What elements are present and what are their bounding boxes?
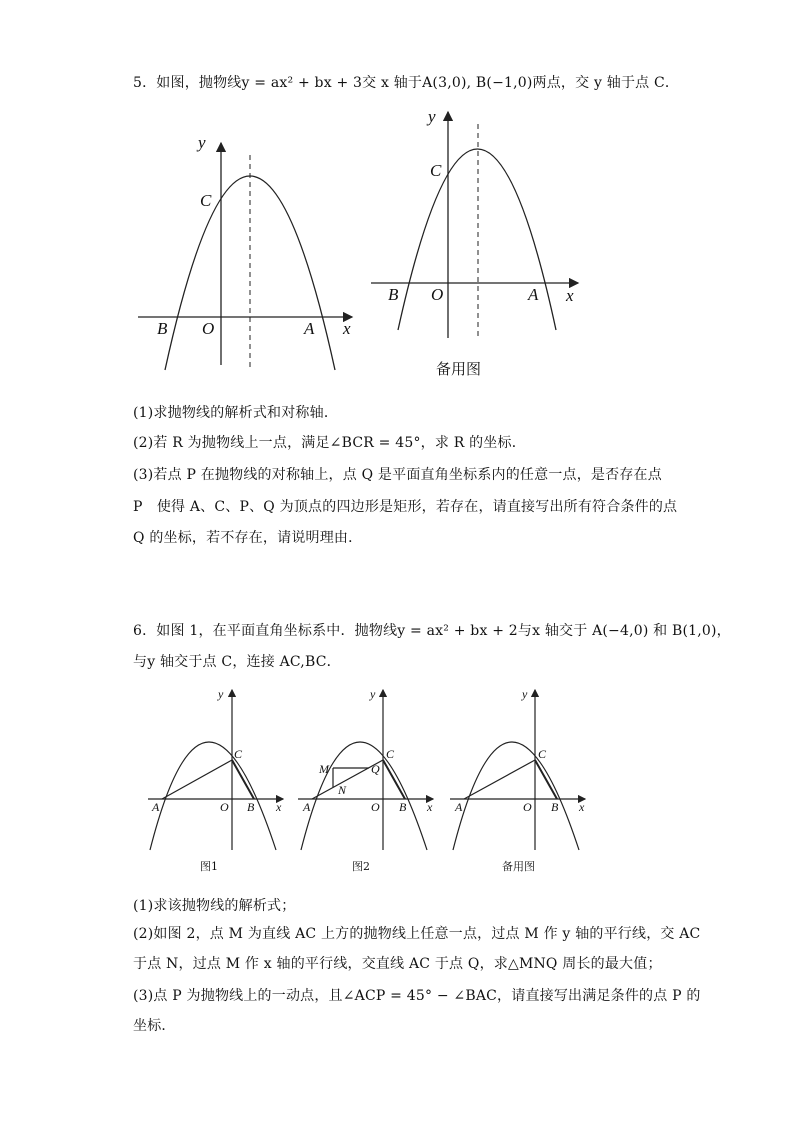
q5-main-label-C: C [200,191,212,210]
q6-part1: (1)求该抛物线的解析式； [133,898,296,914]
q6-fig2-label-O: O [371,800,380,814]
q5-spare-label-B: B [388,285,399,304]
q6-fig2-label-x: x [427,800,433,814]
q6-fig1 [148,687,283,850]
q6-fig2-label-Q: Q [371,762,380,776]
q5-main-label-A: A [304,319,315,338]
q6-fig2-label-C: C [386,747,395,761]
q6-fig1-label-O: O [220,800,229,814]
q6-fig2-label-y: y [370,687,376,701]
q5-main-label-x: x [343,319,351,338]
q5-part3-line2: P 使得 A、C、P、Q 为顶点的四边形是矩形，若存在，请直接写出所有符合条件的点 [133,499,678,515]
q5-part2: (2)若 R 为抛物线上一点，满足∠BCR = 45°，求 R 的坐标． [133,435,526,451]
q5-spare-label-y: y [428,107,436,126]
q5-spare-label-x: x [566,286,574,305]
q5-part1: (1)求抛物线的解析式和对称轴． [133,405,339,421]
q6-stem-line2: 与y 轴交于点 C，连接 AC,BC． [133,654,341,670]
q6-fig1-segment-BC [232,760,254,799]
q5-spare-label-A: A [528,285,539,304]
q5-main-label-y: y [198,133,206,152]
q6-stem-line1: 6．如图 1，在平面直角坐标系中．抛物线y = ax² + bx + 2与x 轴交于 A(−4,0) 和 B(1,0)， [133,623,731,639]
q6-fig1-segment-AC [162,760,232,799]
q6-fig3-label-x: x [579,800,585,814]
q5-stem: 5．如图，抛物线y = ax² + bx + 3交 x 轴于A(3,0), B(−1,0)两点，交 y 轴于点 C． [133,75,680,91]
q5-spare-label-O: O [431,285,444,304]
q6-fig2-label-B: B [399,800,407,814]
q6-fig2-segment-BC [383,760,405,799]
q6-fig2-parabola [301,742,427,850]
q6-fig3 [450,687,585,850]
q6-fig1-parabola [150,742,276,850]
q6-fig1-label-A: A [152,800,160,814]
q6-fig3-label-B: B [551,800,559,814]
q6-fig1-label-B: B [247,800,255,814]
q6-fig3-label-O: O [523,800,532,814]
q5-part3-line3: Q 的坐标，若不存在，请说明理由． [133,530,363,546]
q6-fig3-label-A: A [455,800,463,814]
q6-fig3-label-C: C [538,747,547,761]
q6-fig3-segment-BC [535,760,557,799]
q5-spare-caption: 备用图 [436,360,482,378]
q6-fig1-caption: 图1 [200,860,218,873]
q6-fig2-caption: 图2 [352,860,370,873]
q6-part3-line2: 坐标． [133,1018,176,1034]
q6-part2-line1: (2)如图 2，点 M 为直线 AC 上方的抛物线上任意一点，过点 M 作 y 轴的平行线，交 AC [133,926,701,942]
q6-fig2-label-A: A [303,800,311,814]
q6-fig1-label-x: x [276,800,282,814]
q6-fig3-parabola [453,742,579,850]
q6-part3-line1: (3)点 P 为抛物线上的一动点，且∠ACP = 45° − ∠BAC，请直接写出满足条件的点 P 的 [133,988,701,1004]
q6-part2-line2: 于点 N，过点 M 作 x 轴的平行线，交直线 AC 于点 Q，求△MNQ 周长的最大值； [133,956,662,972]
q6-fig1-label-y: y [218,687,224,701]
q5-spare-label-C: C [430,161,442,180]
q6-fig2-label-M: M [319,762,329,776]
q6-fig1-label-C: C [234,747,243,761]
q6-fig3-label-y: y [522,687,528,701]
q5-part3-line1: (3)若点 P 在抛物线的对称轴上，点 Q 是平面直角坐标系内的任意一点，是否存在点 [133,467,662,483]
q5-main-label-B: B [157,319,168,338]
q6-fig3-caption: 备用图 [502,860,535,873]
q6-fig3-segment-AC [464,760,535,799]
q6-fig2-label-N: N [338,783,347,797]
q5-main-label-O: O [202,319,215,338]
